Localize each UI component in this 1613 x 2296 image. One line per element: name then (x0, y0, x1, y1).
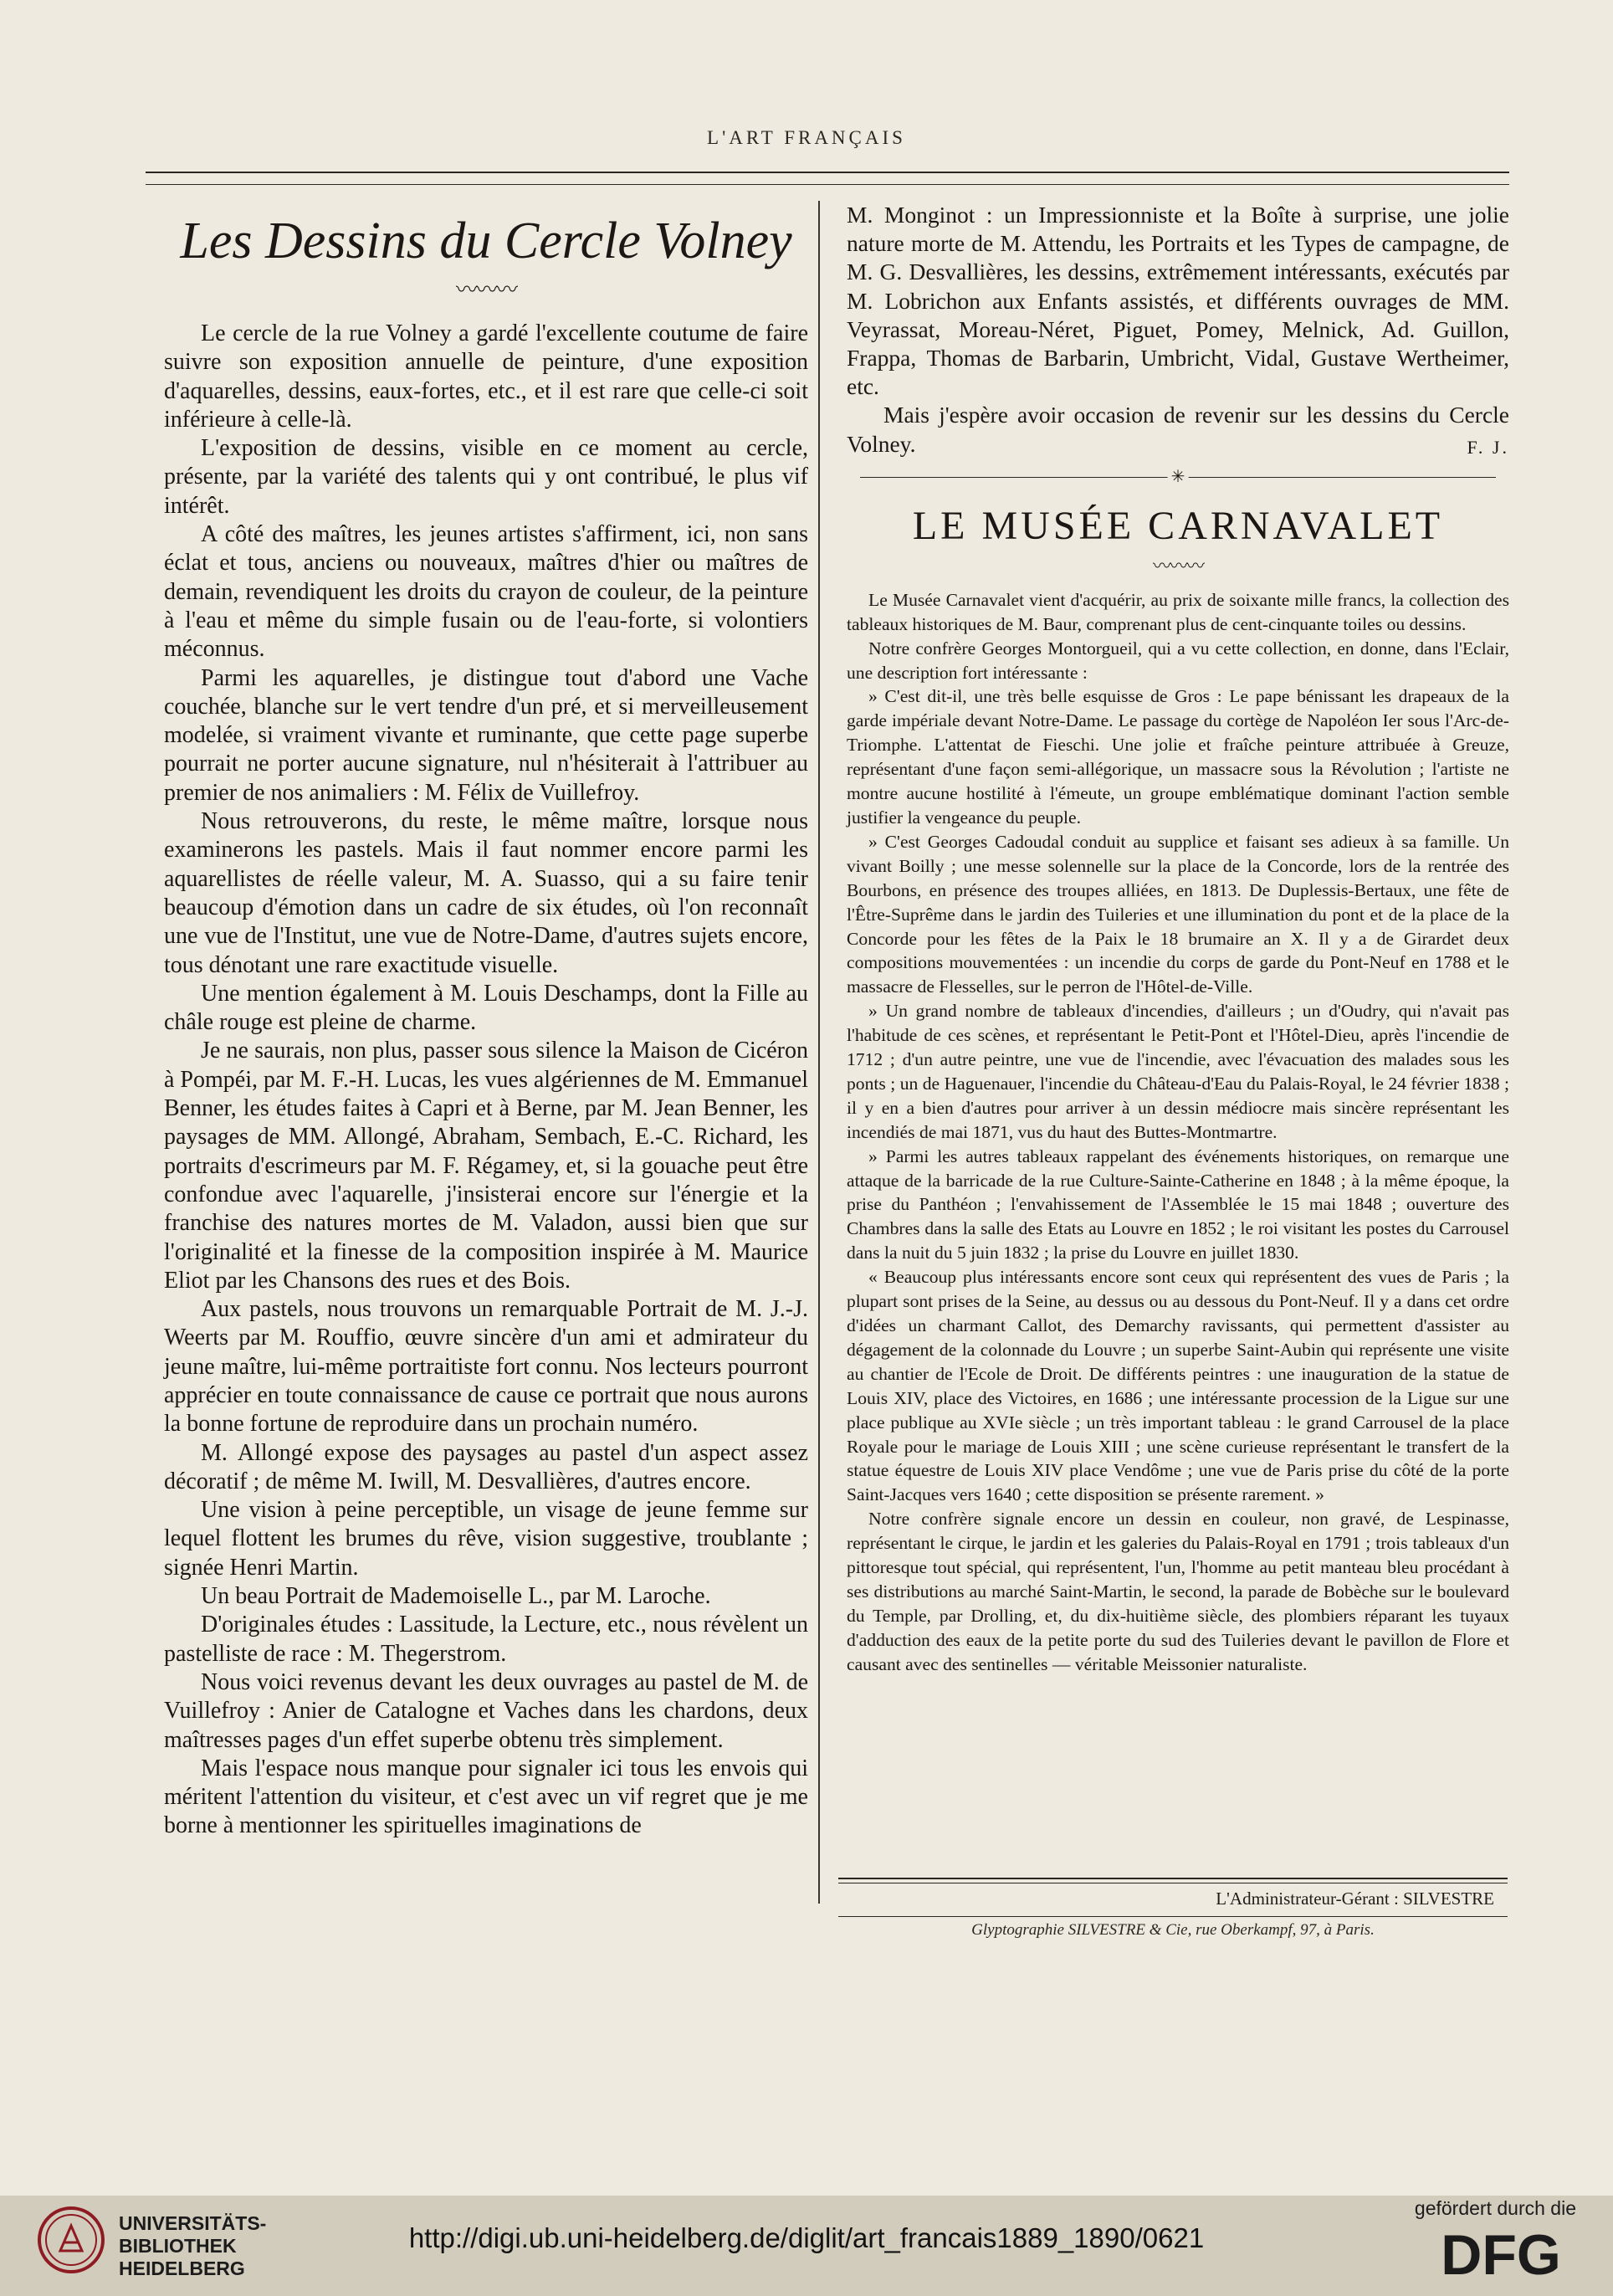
paragraph: Mais l'espace nous manque pour signaler ici tous les envois qui méritent l'attention du visiteur, et c'est avec un vif regret que je me borne à mentionner les spirituelles imaginations de (164, 1755, 808, 1839)
paragraph: Le Musée Carnavalet vient d'acquérir, au prix de soixante mille francs, la collection des tableaux historiques de M. Baur, comprenant plus de cent-cinquante toiles ou dessins. (847, 589, 1509, 634)
funding-note: gefördert durch die (1414, 2197, 1576, 2219)
title-ornament: 〰〰〰 (1152, 555, 1203, 577)
paragraph: L'exposition de dessins, visible en ce moment au cercle, présente, par la variété des talents qui y ont contribué, le plus vif intérêt. (164, 435, 808, 519)
asterisk-icon: ✳ (1168, 466, 1189, 487)
paragraph: D'originales études : Lassitude, la Lecture, etc., nous révèlent un pastelliste de race : M. Thegerstrom. (164, 1612, 808, 1667)
paragraph: » Un grand nombre de tableaux d'incendies, d'ailleurs ; un d'Oudry, qui n'avait pas l'habitude de ces scènes, et représentant le Petit-Pont et l'Hôtel-Dieu, après l'incendie de 1712 ; d'un autre peintre, une vue de l'incendie, avec l'évacuation des malades sous les ponts ; un de Haguenauer, l'incendie du Château-d'Eau du Palais-Royal, le 24 février 1838 ; il y en a bien d'autres pour arriver à un dessin médiocre mais sincère représentant les incendiés de mai 1871, vus du haut des Buttes-Montmartre. (847, 1001, 1509, 1142)
administrator-line: L'Administrateur-Gérant : SILVESTRE (1216, 1889, 1494, 1909)
section-separator (860, 467, 1496, 486)
title-ornament: 〰〰〰 (455, 278, 516, 302)
library-name-line: BIBLIOTHEK (119, 2235, 237, 2257)
paragraph: A côté des maîtres, les jeunes artistes s'affirment, ici, non sans éclat et tous, anciens ou nouveaux, maîtres d'hier ou maîtres de demain, revendiquent les droits du crayon de couleur, de la peinture à l'eau et même du simple fusain ou de l'eau-forte, si volontiers méconnus. (164, 521, 808, 663)
paragraph: Notre confrère signale encore un dessin en couleur, non gravé, de Lespinasse, représentant le cirque, le jardin et les galeries du Palais-Royal en 1791 ; trois tableaux d'un pittoresque tout spécial, qui représentent, l'un, l'homme au petit manteau bleu procédant à ses distributions au marché Saint-Martin, le second, la parade de Bobèche sur le boulevard du Temple, par Drolling, et, du dix-huitième siècle, des plombiers réparant les tuyaux d'adduction des eaux de la petite porte du sud des Tuileries devant le pavillon de Flore et causant avec des sentinelles — véritable Meissonier naturaliste. (847, 1509, 1509, 1674)
left-column (164, 201, 808, 1841)
author-signature: F. J. (1467, 436, 1509, 458)
header-rule-thin (146, 184, 1509, 185)
paragraph: « Beaucoup plus intéressants encore sont ceux qui représentent des vues de Paris ; la plupart sont prises de la Seine, au dessus ou au dessous du Pont-Neuf. Il y a dans cet ordre d'idées un charmant Callot, des Demarchy ravissants, qui permettent d'assister au dégagement de la colonnade du Louvre ; un superbe Saint-Aubin qui représente une visite au chantier de l'Ecole de Droit. De différents peintres : une inauguration de la statue de Louis XIV, place des Victoires, en 1686 ; une intéressante procession de la Ligue sur une place publique au XVIe siècle ; un très important tableau : le grand Carrousel de la place Royale pour le mariage de Louis XIII ; une scène curieuse représentant le transfert de la statue équestre de Louis XIV place Vendôme ; une vue de Paris prise du côté de la porte Saint-Jacques vers 1640 ; cette disposition se présente rarement. » (847, 1267, 1509, 1505)
article-body (164, 320, 808, 1841)
source-url[interactable]: http://digi.ub.uni-heidelberg.de/diglit/art_francais1889_1890/0621 (408, 2222, 1205, 2253)
running-head: L'ART FRANÇAIS (707, 127, 906, 148)
paragraph: Une vision à peine perceptible, un visage de jeune femme sur lequel flottent les brumes du rêve, vision suggestive, troublante ; signée Henri Martin. (164, 1497, 808, 1581)
library-name-line: UNIVERSITÄTS- (119, 2212, 267, 2234)
paragraph: Nous retrouverons, du reste, le même maître, lorsque nous examinerons les pastels. Mais il faut nommer encore parmi les aquarellistes de réelle valeur, M. A. Suasso, qui a su faire tenir beaucoup d'émotion dans un cadre de six études, où l'on reconnaît une vue de l'Institut, une vue de Notre-Dame, d'autres sujets encore, tous dénotant une rare exactitude visuelle. (164, 808, 808, 978)
article-continuation (847, 201, 1509, 459)
article-title: Les Dessins du Cercle Volney (180, 213, 792, 269)
paragraph: » C'est Georges Cadoudal conduit au supplice et faisant ses adieux à sa famille. Un vivant Boilly ; une messe solennelle sur la place de la Concorde, lors de la rentrée des Bourbons, en présence des troupes alliées, en 1813. De Duplessis-Bertaux, une fête de l'Être-Suprême dans le jardin des Tuileries et une illumination du pont et de la place de la Concorde pour les fêtes de la Paix le 18 brumaire an X. Il y a de Girardet deux compositions mouvementées : un incendie du corps de garde du Pont-Neuf en 1788 et le massacre de Flesselles, sur le perron de l'Hôtel-de-Ville. (847, 831, 1509, 997)
paragraph: Nous voici revenus devant les deux ouvrages au pastel de M. de Vuillefroy : Anier de Catalogne et Vaches dans les chardons, deux maîtresses pages d'un effet superbe obtenu très simplement. (164, 1668, 808, 1753)
paragraph: Le cercle de la rue Volney a gardé l'excellente coutume de faire suivre son exposition annuelle de peinture, d'une exposition d'aquarelles, dessins, eaux-fortes, etc., et il est rare que celle-ci soit inférieure à celle-là. (164, 320, 808, 433)
closing-sentence: Mais j'espère avoir occasion de revenir sur les dessins du Cercle Volney. (847, 402, 1509, 457)
paragraph: Une mention également à M. Louis Deschamps, dont la Fille au châle rouge est pleine de charme. (164, 980, 808, 1036)
right-column (847, 201, 1509, 1677)
footer-rule (838, 1878, 1508, 1879)
paragraph: M. Monginot : un Impressionniste et la Boîte à surprise, une jolie nature morte de M. Attendu, les Portraits et les Types de campagne, de M. G. Desvallières, les dessins, extrêmement intéressants, exécutés par M. Lobrichon aux Enfants assistés, et différents ouvrages de MM. Veyrassat, Moreau-Néret, Piguet, Pomey, Melnick, Ad. Guillon, Frappa, Thomas de Barbarin, Umbricht, Vidal, Gustave Wertheimer, etc. (847, 202, 1509, 400)
section-title: LE MUSÉE CARNAVALET (912, 503, 1444, 548)
footer-rule (838, 1916, 1508, 1917)
paragraph: » Parmi les autres tableaux rappelant des événements historiques, on remarque une attaque de la barricade de la rue Culture-Sainte-Catherine en 1848 ; à la même époque, la prise du Panthéon ; l'envahissement de l'Assemblée le 15 mai 1848 ; ouverture des Chambres dans la salle des Etats au Louvre en 1852 ; le roi visitant les postes du Carrousel dans la nuit du 5 juin 1832 ; la prise du Louvre en juillet 1830. (847, 1145, 1509, 1263)
dfg-logo-text: DFG (1441, 2226, 1561, 2279)
paragraph: Aux pastels, nous trouvons un remarquable Portrait de M. J.-J. Weerts par M. Rouffio, œuvre sincère d'un ami et admirateur du jeune maître, lui-même portraitiste fort connu. Nos lecteurs pourront apprécier en toute connaissance de cause ce portrait que nous aurons la bonne fortune de reproduire dans un prochain numéro. (164, 1296, 808, 1438)
paragraph: M. Allongé expose des paysages au pastel d'un aspect assez décoratif ; de même M. Iwill, M. Desvallières, d'autres encore. (164, 1439, 808, 1494)
printer-imprint: Glyptographie SILVESTRE & Cie, rue Oberkampf, 97, à Paris. (971, 1921, 1375, 1939)
header-rule (146, 172, 1509, 173)
paragraph: » C'est dit-il, une très belle esquisse de Gros : Le pape bénissant les drapeaux de la garde impériale devant Notre-Dame. Le passage du cortège de Napoléon Ier sous l'Arc-de-Triomphe. L'attentat de Fieschi. Une jolie et fraîche peinture attribuée à Greuze, représentant d'une façon semi-allégorique, un massacre sous la Révolution ; l'artiste ne montre aucune hostilité à l'émeute, un groupe emblématique dominant l'action semble justifier la vengeance du peuple. (847, 686, 1509, 828)
library-name-line: HEIDELBERG (119, 2258, 245, 2279)
paragraph (847, 401, 1509, 458)
paragraph: Je ne saurais, non plus, passer sous silence la Maison de Cicéron à Pompéi, par M. F.-H. Lucas, les vues algériennes de M. Emmanuel Benner, les études faites à Capri et à Berne, par M. Jean Benner, les paysages de MM. Allongé, Abraham, Sembach, E.-C. Richard, les portraits d'escrimeurs par M. F. Régamey, et, si la gouache peut être confondue avec l'aquarelle, j'insisterai encore sur l'énergie et la franchise des natures mortes de M. Valadon, aussi bien que sur l'originalité et la finesse de la composition inspirée à M. Maurice Eliot par les Chansons des rues et des Bois. (164, 1038, 808, 1294)
column-divider (818, 201, 820, 1904)
paragraph: Parmi les aquarelles, je distingue tout d'abord une Vache couchée, blanche sur le vert tendre d'un pré, et si merveilleusement modelée, si vraiment vivante et ruminante, que cette page superbe pourrait ne porter aucune signature, nul n'hésiterait à l'attribuer au premier de nos animaliers : M. Félix de Vuillefroy. (164, 664, 808, 806)
museum-article-body (847, 588, 1509, 1677)
dfg-logo-icon (1426, 2226, 1576, 2279)
paragraph: Notre confrère Georges Montorgueil, qui a vu cette collection, en donne, dans l'Eclair, une description fort intéressante : (847, 638, 1509, 683)
paragraph: Un beau Portrait de Mademoiselle L., par M. Laroche. (201, 1583, 711, 1610)
